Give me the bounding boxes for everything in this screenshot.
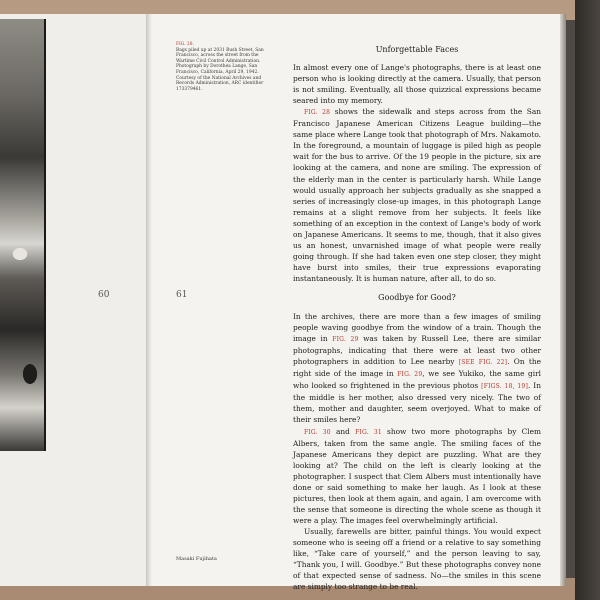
section-heading: Goodbye for Good? <box>378 292 456 302</box>
figure-caption <box>176 42 272 92</box>
figure-label: FIG. 28. <box>176 42 194 47</box>
photograph-border <box>44 19 46 451</box>
page-number-right: 61 <box>176 290 188 300</box>
figure-reference[interactable]: FIG. 31 <box>355 428 382 436</box>
paragraph: FIG. 30 and FIG. 31 show two more photographs by Clem Albers, taken from the same angle. The smiling faces of the Japanese Americans they depict are puzzling. What are they looking at? The child on the left is clearly looking at the photographer. I suspect that Clem Albers must intentionally have done or said something to make her laugh. As I look at these pictures, then look at them again, and again, I am overcome with the sense that someone is directing the whole scene as though it were a play. The images feel overwhelmingly artificial. <box>293 426 541 525</box>
archival-photograph <box>0 19 44 451</box>
running-footer-author: Masaki Fujihata <box>176 556 217 562</box>
paragraph: Usually, farewells are bitter, painful things. You would expect someone who is seeing off a friend or a relative to say something like, “Take care of yourself,” and the person leaving to say, “Thank you, I will. Goodbye.” But these photographs convey none of that expected sense of sadness. No—the smiles in this scene are simply too strange to be real. <box>293 526 541 592</box>
figure-reference[interactable]: FIG. 30 <box>304 428 331 436</box>
book-cover-right-edge <box>575 0 600 600</box>
body-text-column <box>293 44 541 592</box>
caption-text: Bags piled up at 2031 Bush Street, San Francisco, across the street from the Wartime Civil Control Administration. Photograph by Dorothea Lange, San Francisco, California, April 29, 1942. Courtesy of the National Archives and Records Administration, ARC identifier 173379461. <box>176 47 264 92</box>
figure-reference[interactable]: FIG. 28 <box>304 109 331 117</box>
page-edge-shadow <box>560 14 566 586</box>
page-number-left: 60 <box>98 290 110 300</box>
figure-reference[interactable]: [FIGS. 18, 19] <box>481 383 528 391</box>
book-gutter <box>146 14 152 586</box>
section-heading: Unforgettable Faces <box>375 45 459 54</box>
figure-reference[interactable]: FIG. 29 <box>397 371 423 379</box>
figure-reference[interactable]: FIG. 29 <box>332 336 359 344</box>
figure-reference[interactable]: [SEE FIG. 22] <box>458 359 508 367</box>
paragraph: In the archives, there are more than a few images of smiling people waving goodbye from the window of a train. Though the image in FIG. 29 was taken by Russell Lee, there are similar photographs, indicating that there were at least two other photographers in addition to Lee nearby [SEE FIG. 22]. On the right side of the image in FIG. 29, we see Yukiko, the same girl who looked so frightened in the previous photos [FIGS. 18, 19]. In the middle is her mother, also dressed very nicely. The two of them, mother and daughter, seem overjoyed. What to make of their smiles here? <box>293 312 541 425</box>
paragraph: FIG. 28 shows the sidewalk and steps across from the San Francisco Japanese American Citizens League building—the same place where Lange took that photograph of Mrs. Nakamoto. In the foreground, a mountain of luggage is piled high as people wait for the bus to arrive. Of the 19 people in the picture, six are looking at the camera, and none are smiling. The expression of the elderly man in the center is particularly harsh. While Lange would usually approach her subjects gradually as she snapped a series of increasingly close-up images, in this photograph Lange remains at a slight remove from her subjects. It feels like something of an exception in the context of Lange's body of work on Japanese Americans. It seems to me, though, that it also gives us an honest, unvarnished image of what people were really going through. If she had taken even one step closer, they might have burst into smiles, their true expressions evaporating instantaneously. It is human nature, after all, to do so. <box>293 107 541 283</box>
paragraph: In almost every one of Lange's photographs, there is at least one person who is looking directly at the camera. Usually, that person is not smiling. Eventually, all those quizzical expressions became seared into my memory. <box>293 63 541 106</box>
